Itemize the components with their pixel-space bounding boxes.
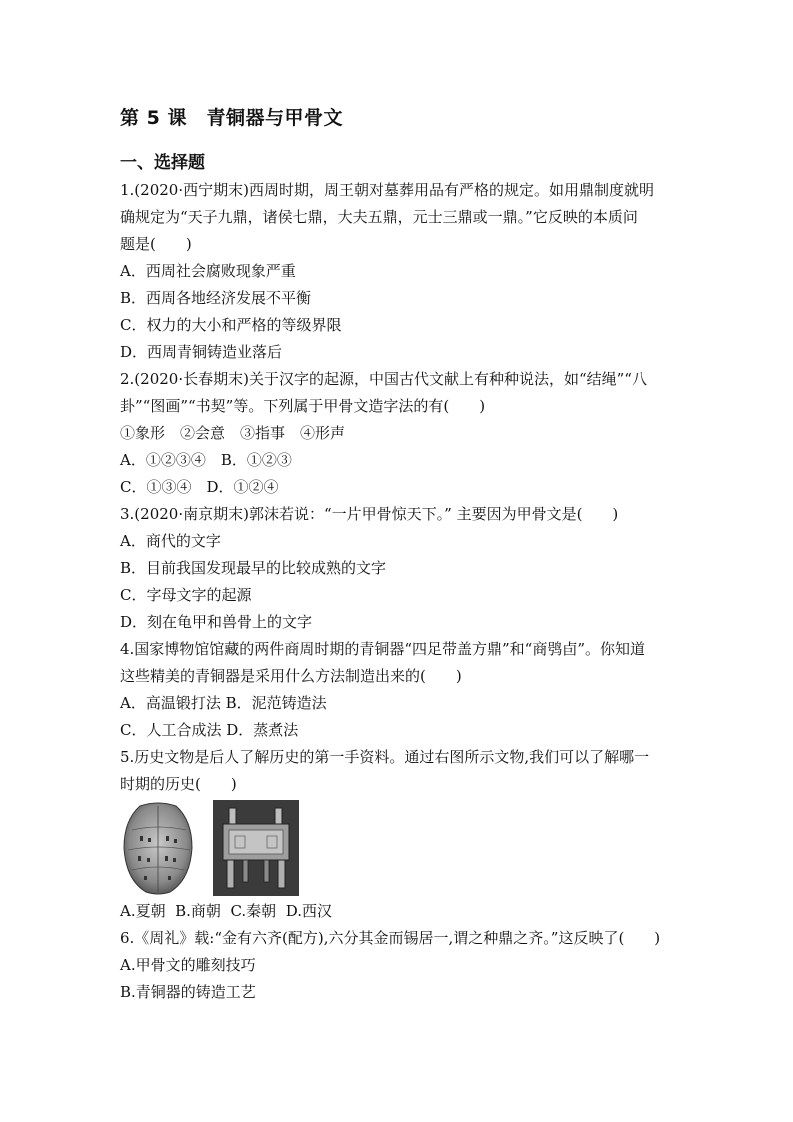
oracle-bone-image [120,800,196,896]
question-line: 时期的历史( ) [120,775,237,793]
option-line: D．西周青铜铸造业落后 [120,343,283,361]
option-line: A.甲骨文的雕刻技巧 [120,956,256,974]
option-line: C．权力的大小和严格的等级界限 [120,316,342,334]
option-line: C．人工合成法 D．蒸煮法 [120,721,299,739]
question-line: 2.(2020·长春期末)关于汉字的起源，中国古代文献上有种种说法，如“结绳”“八 [120,370,647,388]
question-line: 3.(2020·南京期末)郭沫若说：“一片甲骨惊天下。” 主要因为甲骨文是( ) [120,505,619,523]
artifact-figures [120,800,310,896]
option-line: B.青铜器的铸造工艺 [120,983,256,1001]
question-line: 题是( ) [120,235,192,253]
option-line: D．刻在龟甲和兽骨上的文字 [120,613,313,631]
question-line: 4.国家博物馆馆藏的两件商周时期的青铜器“四足带盖方鼎”和“商鸮卣”。你知道 [120,640,645,658]
option-line: A．①②③④ B．①②③ [120,451,292,469]
option-line: A.夏朝 B.商朝 C.秦朝 D.西汉 [120,902,332,920]
question-line: 确规定为“天子九鼎，诸侯七鼎，大夫五鼎，元士三鼎或一鼎。”它反映的本质问 [120,208,638,226]
option-line: B．西周各地经济发展不平衡 [120,289,312,307]
question-line: 卦”“图画”“书契”等。下列属于甲骨文造字法的有( ) [120,397,486,415]
question-line: 5.历史文物是后人了解历史的第一手资料。通过右图所示文物,我们可以了解哪一 [120,748,650,766]
section-heading: 一、选择题 [120,153,205,173]
option-line: A．商代的文字 [120,532,221,550]
page-title: 第 5 课 青铜器与甲骨文 [120,107,343,129]
question-line: 6.《周礼》载:“金有六齐(配方),六分其金而锡居一,谓之种鼎之齐。”这反映了( ) [120,929,661,947]
option-line: C．①③④ D．①②④ [120,478,279,496]
option-line: B．目前我国发现最早的比较成熟的文字 [120,559,387,577]
bronze-ding-image [213,800,299,896]
question-line: 这些精美的青铜器是采用什么方法制造出来的( ) [120,667,462,685]
option-line: C．字母文字的起源 [120,586,252,604]
option-line: A．高温锻打法 B．泥范铸造法 [120,694,327,712]
option-line: A．西周社会腐败现象严重 [120,262,296,280]
question-line: 1.(2020·西宁期末)西周时期，周王朝对墓葬用品有严格的规定。如用鼎制度就明 [120,181,654,199]
question-line: ①象形 ②会意 ③指事 ④形声 [120,424,346,442]
